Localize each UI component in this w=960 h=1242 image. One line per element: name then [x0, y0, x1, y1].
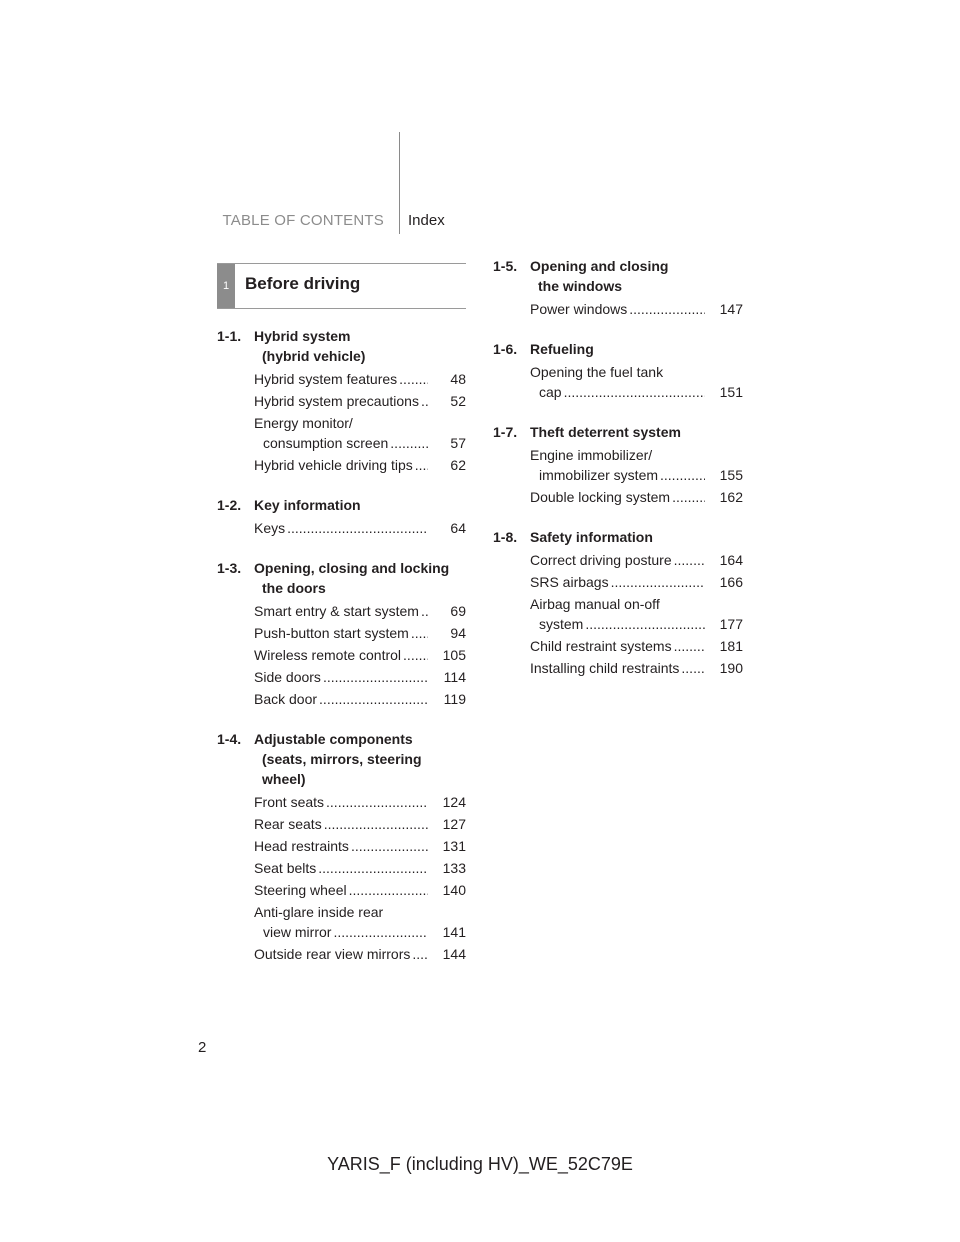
leader-dots	[318, 858, 428, 878]
entry-line	[530, 658, 707, 678]
toc-entry[interactable]	[493, 445, 743, 485]
entry-title-continued: cap	[539, 384, 562, 400]
entry-title: Side doors	[254, 669, 321, 685]
entry-title: Push-button start system	[254, 625, 409, 641]
entry-page-number: 119	[443, 691, 466, 707]
section-title	[530, 339, 743, 359]
toc-entry[interactable]	[217, 455, 466, 475]
entry-title: Opening the fuel tank	[530, 364, 664, 380]
entry-page-number: 151	[719, 384, 743, 400]
entry-page-number: 64	[450, 520, 466, 536]
leader-dots	[672, 487, 705, 507]
entry-page-number: 140	[442, 882, 466, 898]
entry-line	[530, 572, 707, 592]
toc-section	[217, 495, 466, 538]
entry-page-number: 155	[719, 467, 743, 483]
toc-entry[interactable]	[217, 667, 466, 687]
entry-page-number: 190	[719, 660, 743, 676]
leader-dots	[611, 572, 705, 592]
entry-title-continued: system	[539, 616, 584, 632]
toc-entry[interactable]	[217, 880, 466, 900]
leader-dots	[333, 922, 428, 942]
entry-page-number: 141	[442, 924, 466, 940]
section-number: 1-6.	[493, 341, 518, 357]
entry-line	[530, 465, 707, 485]
section-title-line: (seats, mirrors, steering	[262, 751, 422, 767]
entry-page-number: 94	[450, 625, 466, 641]
section-number: 1-7.	[493, 424, 518, 440]
entry-title: Front seats	[254, 794, 325, 810]
section-title-line: Opening and closing	[530, 258, 669, 274]
entry-title-continued: consumption screen	[263, 435, 389, 451]
toc-entry[interactable]	[217, 601, 466, 621]
entry-line	[530, 487, 707, 507]
table-of-contents-link[interactable]: TABLE OF CONTENTS	[222, 212, 384, 229]
entry-title: Steering wheel	[254, 882, 347, 898]
entry-line	[530, 299, 707, 319]
toc-entry[interactable]	[217, 944, 466, 964]
entry-line	[254, 455, 430, 475]
leader-dots	[403, 645, 428, 665]
leader-dots	[390, 433, 428, 453]
leader-dots	[415, 455, 428, 475]
entry-line	[254, 433, 430, 453]
section-heading[interactable]	[493, 527, 743, 547]
entry-page-number: 124	[442, 794, 466, 810]
entry-page-number: 69	[450, 603, 466, 619]
leader-dots	[629, 299, 705, 319]
entry-line	[254, 836, 430, 856]
entry-line	[254, 645, 430, 665]
leader-dots	[660, 465, 705, 485]
toc-section	[493, 339, 743, 402]
leader-dots	[674, 550, 705, 570]
section-heading[interactable]	[217, 558, 466, 598]
entry-line	[254, 623, 430, 643]
toc-section	[217, 326, 466, 475]
entry-page-number: 105	[442, 647, 466, 663]
section-title-line: Refueling	[530, 341, 594, 357]
entry-title-continued: immobilizer system	[539, 467, 659, 483]
toc-entry[interactable]	[217, 369, 466, 389]
entry-line	[254, 601, 430, 621]
entry-page-number: 127	[442, 816, 466, 832]
entry-page-number: 62	[450, 457, 466, 473]
leader-dots	[399, 369, 428, 389]
section-heading[interactable]	[217, 326, 466, 366]
entry-line	[254, 792, 430, 812]
section-title-line: wheel)	[262, 771, 306, 787]
entry-page-number: 181	[719, 638, 743, 654]
leader-dots	[351, 836, 428, 856]
entry-line	[254, 902, 430, 922]
section-title-line: the windows	[538, 278, 622, 294]
entry-title: Correct driving posture	[530, 552, 672, 568]
section-title-line: Opening, closing and locking	[254, 560, 450, 576]
entry-line	[530, 594, 707, 614]
entry-title: Power windows	[530, 301, 628, 317]
toc-entry[interactable]	[493, 550, 743, 570]
leader-dots	[287, 518, 428, 538]
toc-section	[493, 256, 743, 319]
section-number: 1-1.	[217, 328, 242, 344]
entry-line	[530, 362, 707, 382]
entry-title: Head restraints	[254, 838, 349, 854]
toc-entry[interactable]	[493, 299, 743, 319]
entry-line	[254, 858, 430, 878]
section-heading[interactable]	[217, 729, 466, 789]
section-title-line: Hybrid system	[254, 328, 351, 344]
section-heading[interactable]	[493, 422, 743, 442]
section-title-line: Adjustable components	[254, 731, 413, 747]
section-number: 1-8.	[493, 529, 518, 545]
entry-title: Hybrid vehicle driving tips	[254, 457, 413, 473]
nav-divider	[399, 132, 400, 234]
section-title	[530, 422, 743, 442]
section-heading[interactable]	[217, 495, 466, 515]
chapter-title[interactable]: Before driving	[245, 274, 361, 293]
entry-title: Seat belts	[254, 860, 317, 876]
toc-entry[interactable]	[493, 658, 743, 678]
leader-dots	[564, 382, 705, 402]
entry-page-number: 48	[450, 371, 466, 387]
entry-title: Anti-glare inside rear	[254, 904, 384, 920]
toc-entry[interactable]	[217, 518, 466, 538]
section-heading[interactable]	[493, 256, 743, 296]
leader-dots	[412, 944, 428, 964]
entry-line	[530, 636, 707, 656]
toc-entry[interactable]	[217, 792, 466, 812]
entry-title: Double locking system	[530, 489, 671, 505]
toc-section	[217, 558, 466, 709]
section-title	[530, 527, 743, 547]
section-title-line: the doors	[262, 580, 326, 596]
toc-section	[217, 729, 466, 964]
section-title	[254, 558, 466, 598]
toc-section	[493, 527, 743, 678]
entry-title: Wireless remote control	[254, 647, 402, 663]
toc-entry[interactable]	[493, 594, 743, 634]
section-title-line: Safety information	[530, 529, 653, 545]
entry-line	[254, 814, 430, 834]
toc-entry[interactable]	[217, 391, 466, 411]
entry-title: SRS airbags	[530, 574, 609, 590]
toc-entry[interactable]	[493, 636, 743, 656]
chapter-number-tab: 1	[217, 264, 235, 308]
section-number: 1-5.	[493, 258, 518, 274]
entry-title: Hybrid system precautions	[254, 393, 419, 409]
leader-dots	[319, 689, 428, 709]
toc-section	[493, 422, 743, 507]
entry-title-continued: view mirror	[263, 924, 332, 940]
entry-line	[530, 382, 707, 402]
entry-title: Smart entry & start system	[254, 603, 419, 619]
leader-dots	[585, 614, 705, 634]
entry-line	[254, 391, 430, 411]
toc-entry[interactable]	[493, 362, 743, 402]
entry-page-number: 177	[719, 616, 743, 632]
document-id: YARIS_F (including HV)_WE_52C79E	[327, 1154, 633, 1174]
section-title-line: Theft deterrent system	[530, 424, 681, 440]
entry-title: Rear seats	[254, 816, 322, 832]
toc-entry[interactable]	[217, 413, 466, 453]
entry-line	[530, 550, 707, 570]
entry-title: Engine immobilizer/	[530, 447, 653, 463]
toc-entry[interactable]	[217, 689, 466, 709]
entry-line	[254, 413, 430, 433]
entry-line	[254, 880, 430, 900]
entry-line	[530, 614, 707, 634]
entry-page-number: 52	[450, 393, 466, 409]
section-title-line: Key information	[254, 497, 361, 513]
section-title-line: (hybrid vehicle)	[262, 348, 366, 364]
entry-page-number: 114	[443, 669, 466, 685]
entry-line	[254, 667, 430, 687]
entry-line	[254, 518, 430, 538]
toc-entry[interactable]	[217, 645, 466, 665]
toc-entry[interactable]	[217, 858, 466, 878]
section-number: 1-2.	[217, 497, 242, 513]
leader-dots	[411, 623, 428, 643]
entry-line	[254, 369, 430, 389]
entry-page-number: 57	[450, 435, 466, 451]
entry-title: Hybrid system features	[254, 371, 398, 387]
toc-right-column	[493, 256, 743, 698]
entry-page-number: 131	[442, 838, 466, 854]
entry-page-number: 164	[719, 552, 743, 568]
section-title	[254, 495, 466, 515]
toc-entry[interactable]	[493, 572, 743, 592]
entry-title: Back door	[254, 691, 318, 707]
section-number: 1-3.	[217, 560, 242, 576]
entry-page-number: 147	[719, 301, 743, 317]
leader-dots	[421, 601, 428, 621]
entry-page-number: 144	[442, 946, 466, 962]
page-number: 2	[198, 1039, 207, 1056]
entry-page-number: 133	[442, 860, 466, 876]
entry-title: Airbag manual on-off	[530, 596, 660, 612]
leader-dots	[421, 391, 428, 411]
leader-dots	[324, 814, 428, 834]
entry-line	[254, 689, 430, 709]
entry-page-number: 166	[719, 574, 743, 590]
toc-left-column	[217, 326, 466, 984]
toc-entry[interactable]	[217, 902, 466, 942]
entry-title: Installing child restraints	[530, 660, 680, 676]
leader-dots	[323, 667, 428, 687]
leader-dots	[326, 792, 428, 812]
entry-line	[254, 922, 430, 942]
section-title	[254, 729, 466, 789]
toc-entry[interactable]	[217, 623, 466, 643]
entry-title: Child restraint systems	[530, 638, 672, 654]
index-link[interactable]: Index	[408, 212, 445, 229]
toc-entry[interactable]	[493, 487, 743, 507]
entry-line	[530, 445, 707, 465]
section-number: 1-4.	[217, 731, 242, 747]
entry-title: Energy monitor/	[254, 415, 353, 431]
toc-entry[interactable]	[217, 814, 466, 834]
entry-title: Outside rear view mirrors	[254, 946, 411, 962]
section-title	[254, 326, 466, 366]
leader-dots	[674, 636, 705, 656]
toc-entry[interactable]	[217, 836, 466, 856]
entry-page-number: 162	[719, 489, 743, 505]
leader-dots	[681, 658, 705, 678]
section-heading[interactable]	[493, 339, 743, 359]
entry-title: Keys	[254, 520, 286, 536]
chapter-header	[217, 263, 466, 309]
leader-dots	[349, 880, 428, 900]
section-title	[530, 256, 743, 296]
entry-line	[254, 944, 430, 964]
